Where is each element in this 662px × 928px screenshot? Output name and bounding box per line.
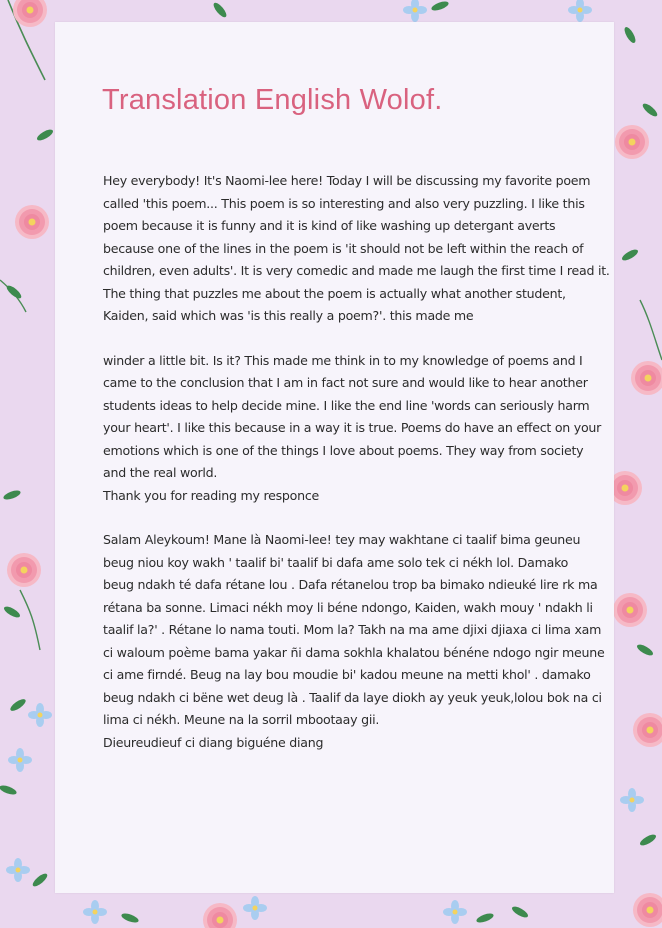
text-line: children, even adults'. It is very comedic and made me laugh the first time I read it.: [103, 263, 610, 278]
text-line: beug niou koy wakh ' taalif bi' taalif bi dafa ame solo tek ci nékh lol. Damako: [103, 554, 569, 570]
leaf-icon: [638, 832, 657, 847]
text-line: Kaiden, said which was 'is this really a poem?'. this made me: [103, 308, 474, 323]
leaf-icon: [2, 489, 21, 502]
blue-flower-icon: [83, 900, 107, 924]
text-line: poem because it is funny and it is kind of like washing up detergant averts: [103, 218, 556, 233]
blue-flower-icon: [6, 858, 30, 882]
pink-flower-icon: [633, 713, 662, 747]
leaf-icon: [31, 872, 49, 889]
text-line: The thing that puzzles me about the poem is actually what another student,: [103, 285, 566, 301]
leaf-icon: [620, 247, 639, 262]
leaf-icon: [9, 697, 28, 713]
text-line: ci ame firndé. Beug na lay bou moudie bi' kadou meune na metti khol' . damako: [103, 667, 591, 682]
text-line: beug ndakh ci bëne wet deug là . Taalif da laye diokh ay yeuk yeuk,lolou bok na ci: [103, 689, 602, 705]
leaf-icon: [212, 1, 229, 19]
leaf-icon: [622, 25, 637, 44]
leaf-icon: [35, 127, 54, 142]
blue-flower-icon: [243, 896, 267, 920]
blue-flower-icon: [8, 748, 32, 772]
leaf-icon: [120, 912, 139, 925]
leaf-icon: [5, 284, 23, 301]
pink-flower-icon: [7, 553, 41, 587]
blue-flower-icon: [403, 0, 427, 22]
pink-flower-icon: [203, 903, 237, 928]
leaf-icon: [2, 604, 21, 619]
paragraph-english-part-1: [103, 170, 610, 328]
text-line: lima ci nékh. Meune na la sorril mbootaay gii.: [103, 712, 380, 727]
pink-flower-icon: [633, 893, 662, 927]
text-line: your heart'. I like this because in a way it is true. Poems do have an effect on your: [103, 420, 602, 435]
text-line: Hey everybody! It's Naomi-lee here! Today I will be discussing my favorite poem: [103, 173, 591, 188]
leaf-icon: [475, 912, 494, 925]
text-line: ci waloum poème bama yakar ñi dama sokhla khalatou bénéne ndogo ngir meune: [103, 644, 605, 660]
text-line: Thank you for reading my responce: [103, 487, 320, 503]
text-line: beug ndakh té dafa rétane lou . Dafa rétanelou trop ba bimako ndieuké lire rk ma: [103, 577, 598, 592]
blue-flower-icon: [568, 0, 592, 22]
blue-flower-icon: [28, 703, 52, 727]
text-line: called 'this poem... This poem is so interesting and also very puzzling. I like this: [103, 195, 585, 211]
text-line: Salam Aleykoum! Mane là Naomi-lee! tey may wakhtane ci taalif bima geuneu: [103, 532, 581, 547]
text-line: Dieureudieuf ci diang biguéne diang: [103, 734, 324, 750]
text-line: winder a little bit. Is it? This made me think in to my knowledge of poems and I: [103, 352, 583, 368]
text-line: students ideas to help decide mine. I like the end line 'words can seriously harm: [103, 397, 590, 413]
document-title: Translation English Wolof.: [102, 84, 443, 116]
text-line: emotions which is one of the things I love about poems. They way from society: [103, 442, 584, 458]
pink-flower-icon: [613, 593, 647, 627]
text-line: taalif la?' . Rétane lo nama touti. Mom la? Takh na ma ame djixi djiaxa ci lima xam: [103, 622, 602, 637]
pink-flower-icon: [615, 125, 649, 159]
text-line: and the real world.: [103, 465, 218, 480]
leaf-icon: [635, 642, 654, 657]
document-page: [55, 22, 614, 893]
pink-flower-icon: [15, 205, 49, 239]
text-line: because one of the lines in the poem is 'it should not be left within the reach of: [103, 240, 584, 256]
leaf-icon: [0, 784, 18, 797]
paragraph-wolof: [103, 529, 605, 754]
blue-flower-icon: [443, 900, 467, 924]
leaf-icon: [641, 102, 659, 119]
leaf-icon: [430, 0, 449, 12]
pink-flower-icon: [631, 361, 662, 395]
paragraph-english-part-2: [103, 350, 602, 508]
blue-flower-icon: [620, 788, 644, 812]
text-line: rétana ba sonne. Limaci nékh moy li béne ndongo, Kaiden, wakh mouy ' ndakh li: [103, 599, 593, 615]
leaf-icon: [510, 904, 529, 919]
document-body: [103, 170, 610, 754]
text-line: came to the conclusion that I am in fact not sure and would like to hear another: [103, 375, 588, 390]
